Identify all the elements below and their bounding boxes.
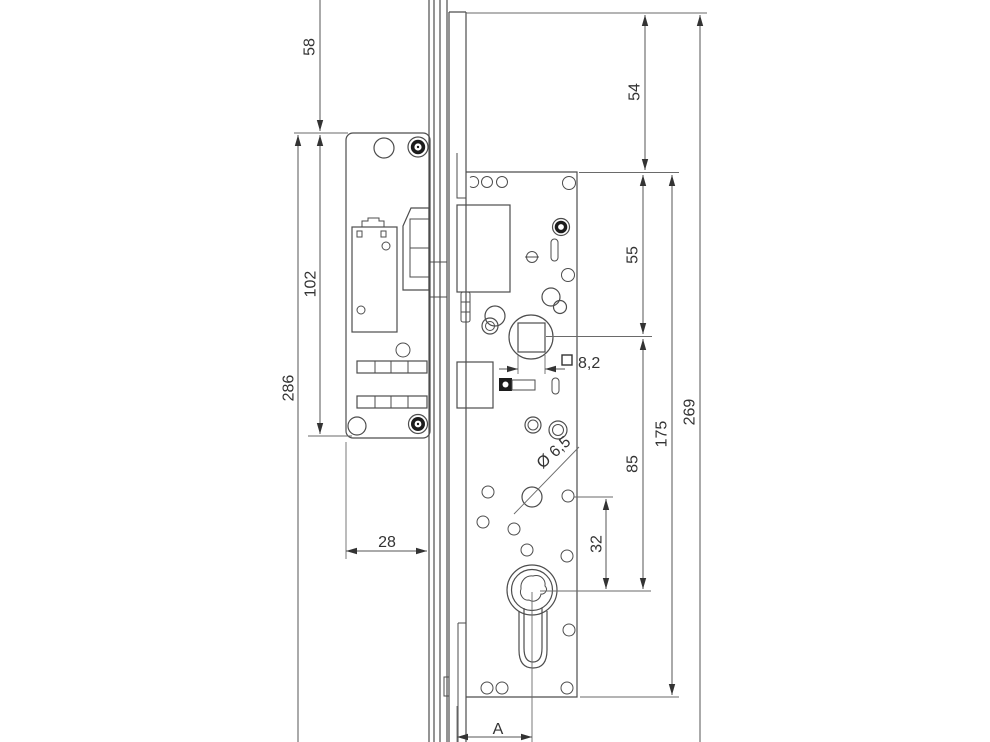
latch-bolt-through [430, 262, 447, 297]
slot [552, 378, 559, 394]
faceplate-notch [457, 153, 466, 198]
dim-label-269: 269 [681, 398, 699, 426]
dim-label-54: 54 [626, 83, 644, 101]
dimension-annotations [281, 0, 707, 742]
keyway-blob [520, 576, 546, 602]
slotted-bar-1 [357, 361, 427, 373]
pin-pair-left [482, 306, 505, 334]
strike-top-hole [374, 138, 394, 158]
dim-label-102: 102 [302, 270, 320, 298]
spindle-follower [509, 315, 553, 359]
strike-plate-outline [346, 133, 430, 438]
slot [551, 239, 558, 261]
slotted-bar-2 [357, 396, 427, 408]
dim-label-58: 58 [301, 38, 319, 56]
strike-bottom-hole [348, 417, 366, 435]
dim-label-diameter-6-5: Ø 6,5 [533, 433, 575, 473]
dim-label-85: 85 [624, 455, 642, 473]
faceplate-strips [429, 0, 470, 742]
stop-assembly [499, 378, 535, 391]
small-holes [477, 486, 575, 694]
inner-box [352, 218, 397, 332]
screw-head-top [408, 137, 428, 157]
deadbolt-case-box [457, 362, 493, 408]
latch-case-box [457, 205, 510, 292]
dim-label-82: 8,2 [578, 355, 601, 372]
dim-label-55: 55 [624, 246, 642, 264]
dim-label-A: A [492, 721, 504, 738]
faceplate-bottom-edge [458, 623, 466, 742]
pin-pair-right [542, 288, 567, 314]
dim-label-175: 175 [653, 420, 671, 448]
hole-6-5 [522, 487, 542, 507]
hole [396, 343, 410, 357]
square-section-symbol [562, 355, 572, 365]
lock-body-view [457, 172, 577, 697]
screw-head-bottom [409, 415, 428, 434]
latch-bolt [403, 208, 429, 290]
ring-screw-top [553, 219, 570, 236]
dim-label-28: 28 [378, 534, 396, 551]
dim-label-286: 286 [280, 374, 298, 402]
dim-label-32: 32 [588, 535, 606, 553]
slotted-screw [525, 252, 539, 263]
hole [562, 269, 575, 282]
top-mounting-holes [470, 177, 576, 190]
strike-plate-view [346, 133, 430, 438]
